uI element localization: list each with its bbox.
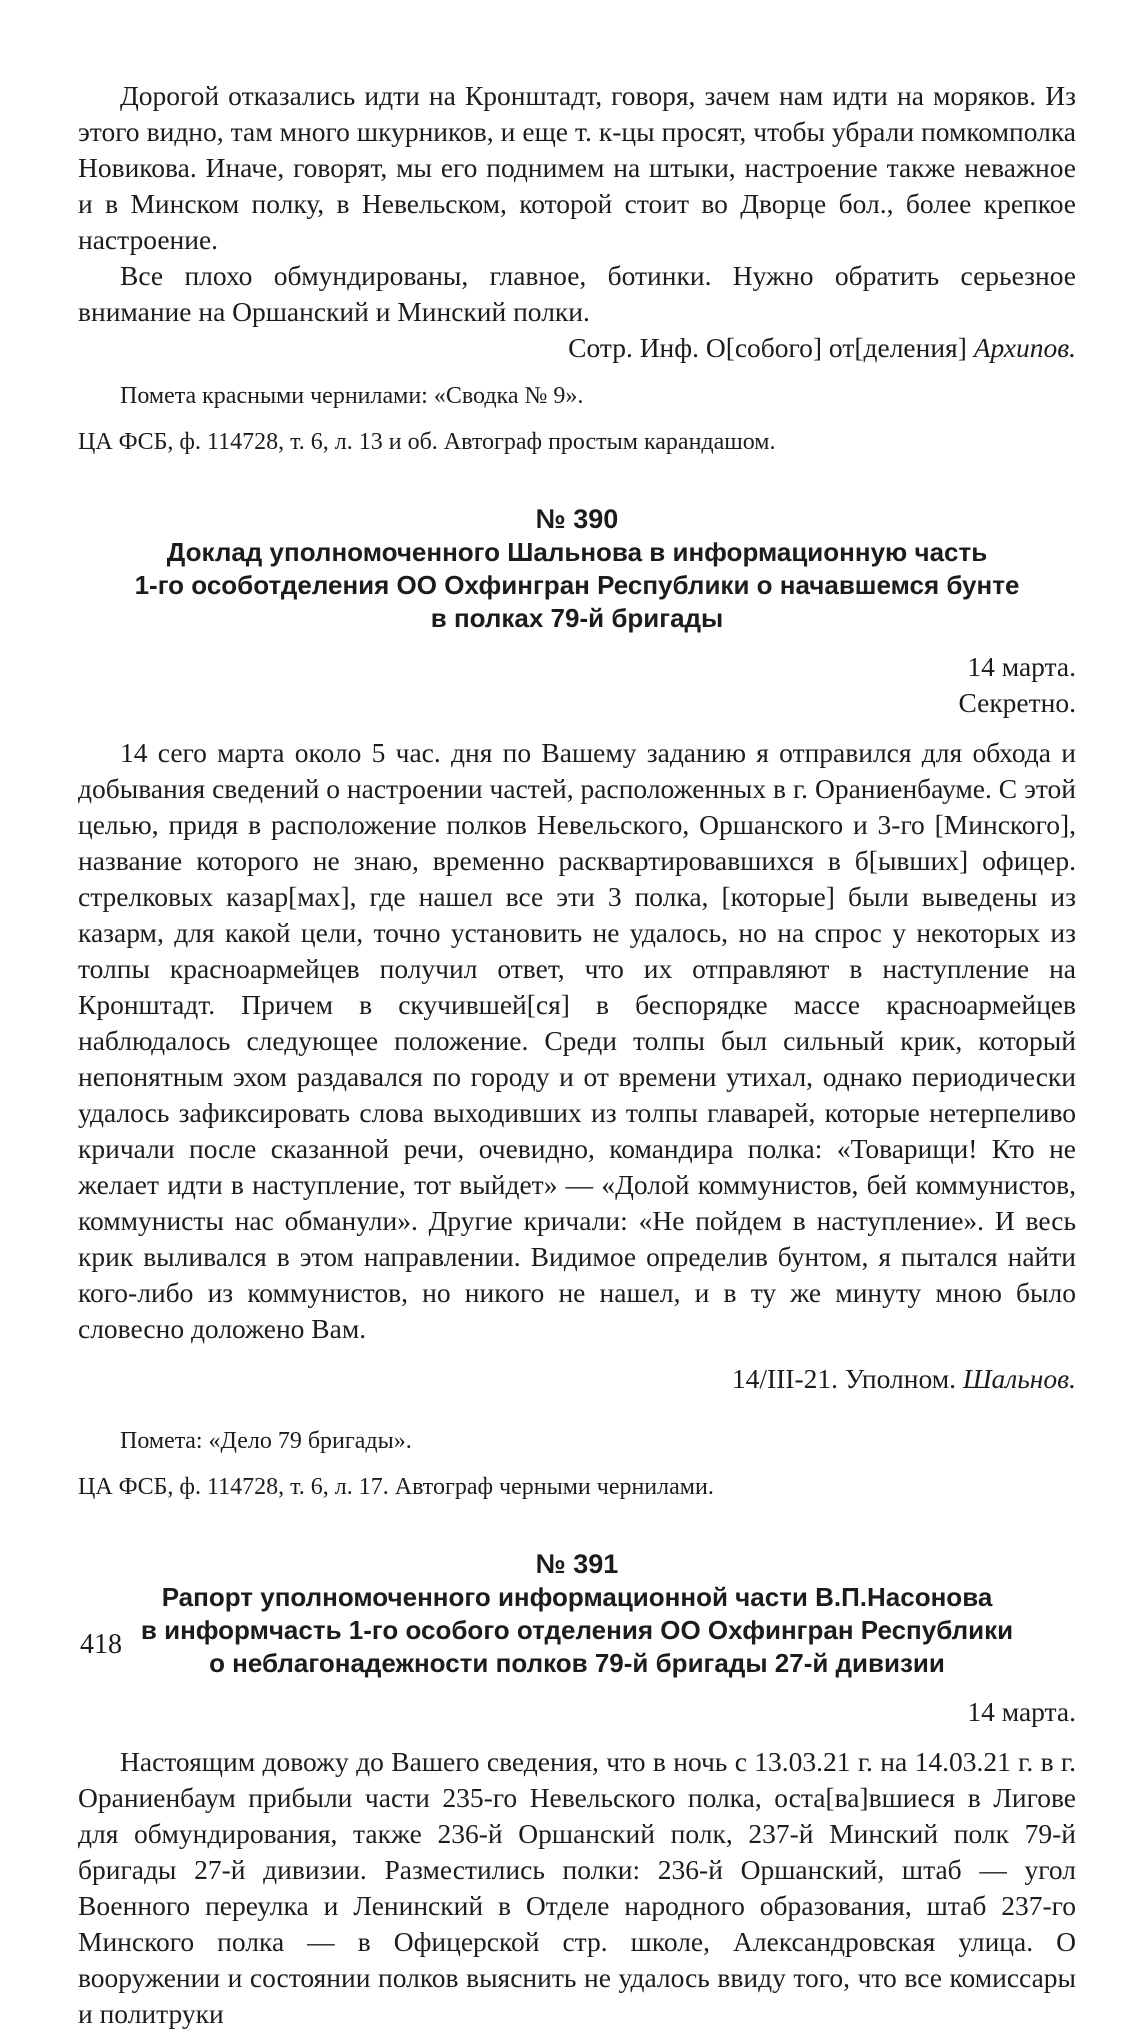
- doc-390-signature: [78, 1361, 1076, 1397]
- doc-391-body: Настоящим довожу до Вашего сведения, что в ночь с 13.03.21 г. на 14.03.21 г. в г. Ораниенбаум прибыли части 235-го Невельского полка, оста[ва]вшиеся в Лигове для обмундирования, также 236-й Оршанский полк, 237-й Минский полк 79-й бригады 27-й дивизии. Разместились полки: 236-й Оршанский, штаб — угол Военного переулка и Ленинский в Отделе народного образования, штаб 237-го Минского полка — в Офицерской стр. школе, Александровская улица. О вооружении и состоянии полков выяснить не удалось ввиду того, что все комиссары и политруки: [78, 1746, 1076, 2029]
- doc-390-title: [78, 536, 1076, 635]
- page-number: 418: [80, 1629, 122, 1660]
- doc-391-title: [78, 1581, 1076, 1680]
- signature-prefix: Сотр. Инф. О[собого] от[деления]: [568, 332, 967, 363]
- document-page: [78, 78, 1076, 2032]
- signature-name: Архипов.: [973, 332, 1076, 363]
- doc-390-title-line: 1-го особотделения ОО Охфингран Республики о начавшемся бунте: [134, 570, 1020, 600]
- signature-prefix: 14/III-21. Уполном.: [731, 1363, 956, 1394]
- doc-390-body: 14 сего марта около 5 час. дня по Вашему заданию я отправился для обхода и добывания сведений о настроении частей, расположенных в г. Ораниенбауме. С этой целью, придя в расположение полков Невельского, Оршанского и 3-го [Минского], название которого не знаю, временно расквартировавшихся в б[ывших] офицер. стрелковых казар[мах], где нашел все эти 3 полка, [которые] были выведены из казарм, для какой цели, точно установить не удалось, но на спрос у некоторых из толпы красноармейцев получил ответ, что их отправляют в наступление на Кронштадт. Причем в скучившей[ся] в беспорядке массе красноармейцев наблюдалось следующее положение. Среди толпы был сильный крик, который непонятным эхом раздавался по городу и от времени утихал, однако периодически удалось зафиксировать слова выходивших из толпы главарей, которые нетерпеливо кричали после сказанной речи, очевидно, командира полка: «Товарищи! Кто не желает идти в наступление, тот выйдет» — «Долой коммунистов, бей коммунистов, коммунисты нас обманули». Другие кричали: «Не пойдем в наступление». И весь крик выливался в этом направлении. Видимое определив бунтом, я пытался найти кого-либо из коммунистов, но никого не нашел, и в ту же минуту мною было словесно доложено Вам.: [78, 737, 1076, 1344]
- continuation-signature: [78, 330, 1076, 366]
- continuation-paragraph-2: Все плохо обмундированы, главное, ботинки. Нужно обратить серьезное внимание на Оршанский и Минский полки.: [78, 260, 1076, 327]
- doc-390-number: № 390: [535, 504, 619, 534]
- doc-391-title-line: о неблагонадежности полков 79-й бригады 27-й дивизии: [209, 1648, 945, 1678]
- doc-390-title-line: Доклад уполномоченного Шальнова в информационную часть: [166, 537, 988, 567]
- doc-391-number: № 391: [535, 1549, 619, 1579]
- doc-390-title-line: в полках 79-й бригады: [430, 603, 724, 633]
- doc-391-title-line: в информчасть 1-го особого отделения ОО Охфингран Республики: [140, 1615, 1014, 1645]
- doc-390-classification: Секретно.: [958, 687, 1076, 718]
- doc-390-note: Пометa: «Дело 79 бригады».: [120, 1428, 412, 1454]
- continuation-note: Помета красными чернилами: «Сводка № 9».: [120, 383, 584, 409]
- doc-391-date: 14 марта.: [967, 1696, 1076, 1727]
- doc-390-date: 14 марта.: [967, 651, 1076, 682]
- continuation-paragraph-1: Дорогой отказались идти на Кронштадт, говоря, зачем нам идти на моряков. Из этого видно, там много шкурников, и еще т. к-цы просят, чтобы убрали помкомполка Новикова. Иначе, говорят, мы его поднимем на штыки, настроение также неважное и в Минском полку, в Невельском, которой стоит во Дворце бол., более крепкое настроение.: [78, 80, 1076, 255]
- continuation-archive: ЦА ФСБ, ф. 114728, т. 6, л. 13 и об. Автограф простым карандашом.: [78, 429, 776, 455]
- doc-391-title-line: Рапорт уполномоченного информационной части В.П.Насонова: [161, 1582, 993, 1612]
- signature-name: Шальнов.: [962, 1363, 1076, 1394]
- doc-390-archive: ЦА ФСБ, ф. 114728, т. 6, л. 17. Автограф черными чернилами.: [78, 1474, 714, 1500]
